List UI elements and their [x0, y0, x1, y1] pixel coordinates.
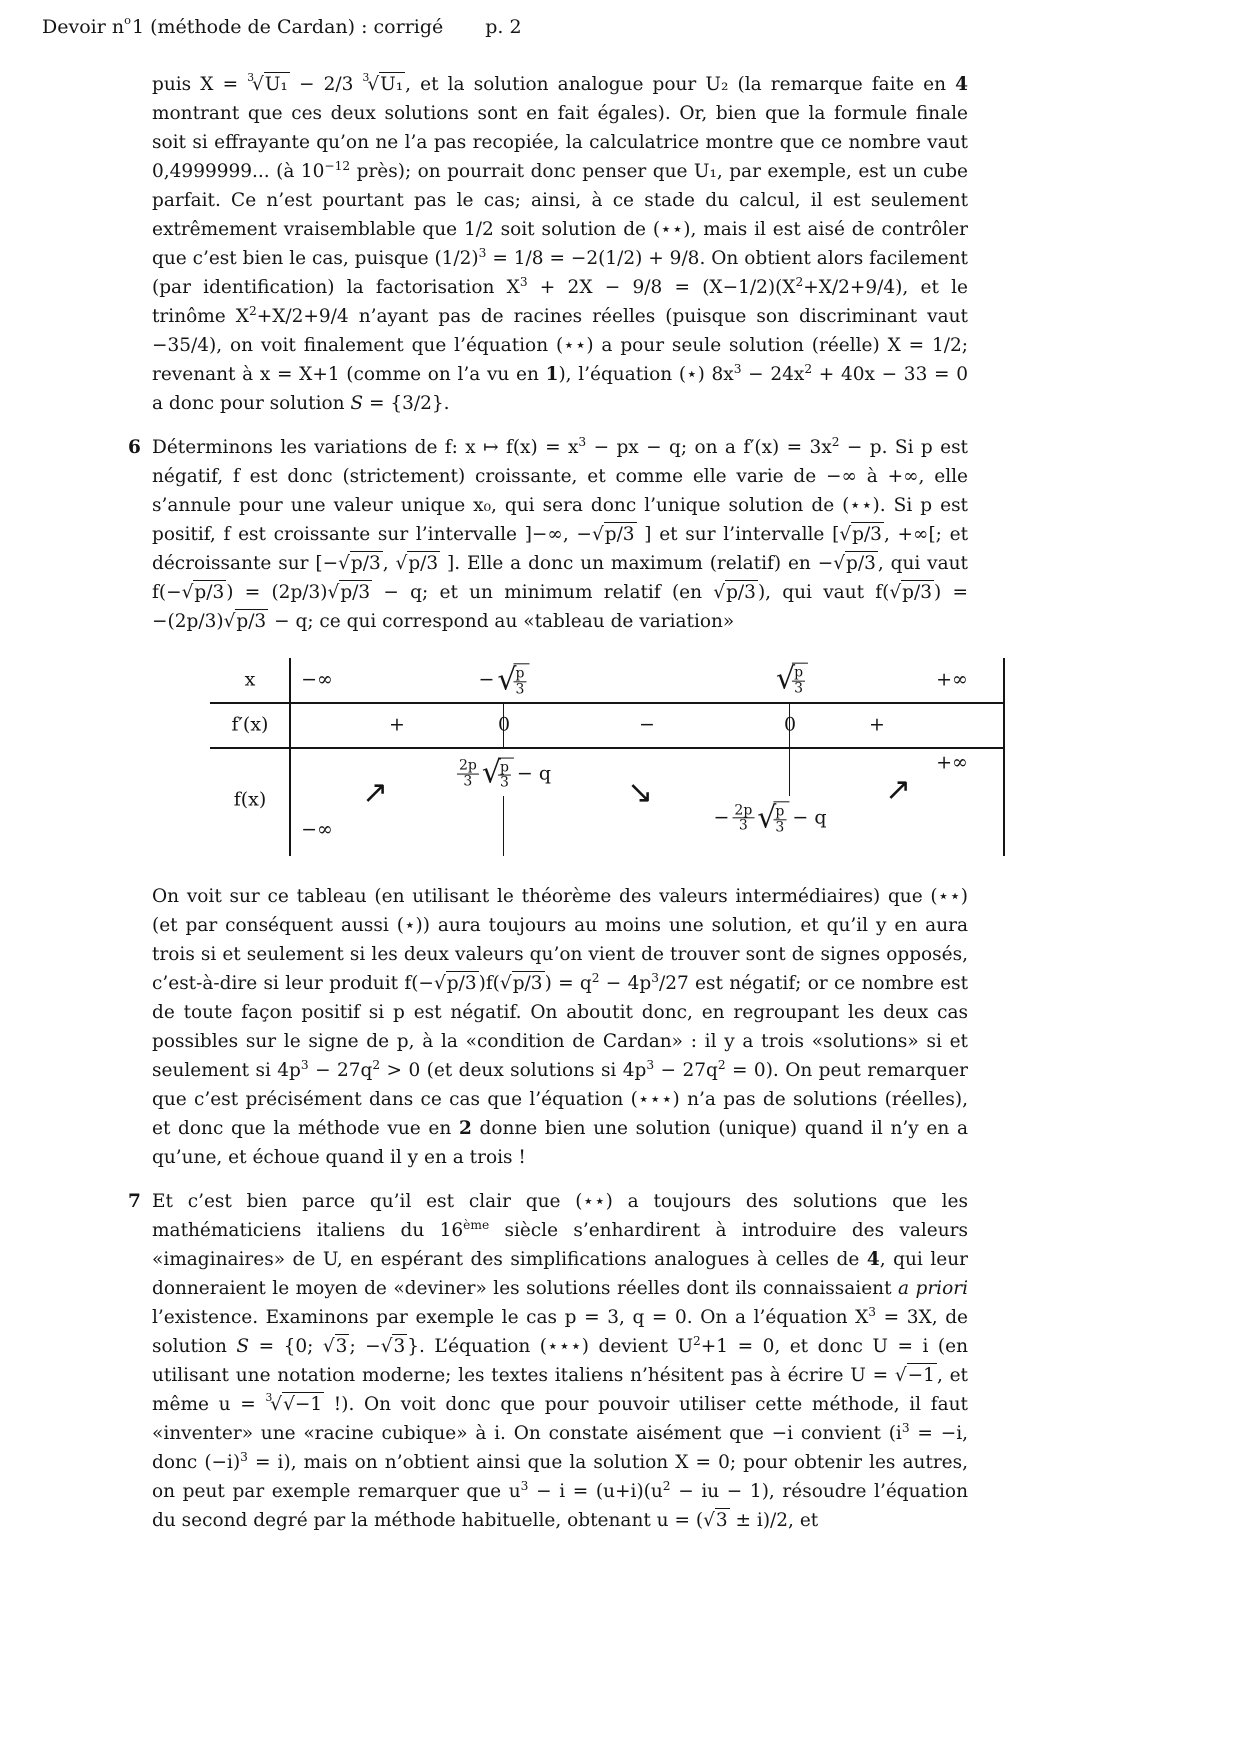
text-segment: = 3X, de solution: [152, 1307, 968, 1357]
title-text: Devoir n: [42, 16, 125, 38]
text-segment: p/3: [852, 524, 882, 545]
text-segment: √: [713, 582, 726, 603]
table-row-label-x: x: [244, 668, 256, 691]
text-segment: 2: [372, 1057, 381, 1072]
f-row-minimum-value: [713, 801, 826, 834]
radical-sign: √: [757, 800, 777, 835]
text-segment: [265, 1390, 324, 1415]
text-segment: 3: [520, 1478, 529, 1493]
text-segment: Et c’est bien parce qu’il est clair que (⋆⋆) a toujours des solutions que les mathématiciens italiens du 16: [152, 1191, 968, 1241]
text-segment: [224, 609, 269, 632]
text-segment: 3: [335, 1336, 348, 1357]
text-segment: 3: [715, 1510, 728, 1531]
text-segment: √: [338, 553, 350, 574]
table-row-label-f: f(x): [233, 788, 267, 811]
text-segment: 3: [519, 274, 528, 289]
minus-sign: −: [478, 668, 495, 691]
text-segment: + 40x − 33 = 0 a donc pour solution: [152, 364, 968, 414]
paragraph-after-table: [152, 882, 968, 1172]
text-segment: √−1: [283, 1394, 323, 1415]
text-segment: 3: [578, 434, 587, 449]
table-row-label-fprime: f′(x): [231, 713, 269, 736]
text-segment: [703, 1508, 730, 1531]
text-segment: 2: [248, 303, 257, 318]
text-segment: − i = (u+i)(u: [528, 1481, 663, 1502]
text-segment: ] et sur l’intervalle [: [636, 524, 840, 545]
text-segment: 3: [362, 70, 370, 84]
text-segment: S: [350, 393, 364, 414]
text-segment: √: [380, 1336, 393, 1357]
f-row-minus-infinity: −∞: [301, 818, 333, 841]
text-segment: ; −: [349, 1336, 381, 1357]
text-segment: [381, 1334, 408, 1357]
text-segment: − 27q: [308, 1060, 373, 1081]
text-segment: ), qui vaut f(: [757, 582, 890, 603]
x-row-zero2-label: [776, 663, 808, 698]
text-segment: − 2/3: [289, 74, 363, 95]
text-segment: ]. Elle a donc un maximum (relatif) en −: [440, 553, 834, 574]
item-number: 6: [128, 437, 141, 458]
text-segment: ) = (2p/3): [226, 582, 328, 603]
f-row-plus-infinity: +∞: [936, 751, 968, 774]
text-segment: 3: [240, 1449, 248, 1464]
text-segment: √: [433, 973, 446, 994]
text-segment: p/3: [846, 553, 876, 574]
text-segment: p/3: [350, 553, 381, 574]
text-segment: √: [499, 973, 512, 994]
table-rule-max-drop-line: [503, 796, 504, 856]
text-segment: siècle s’enhardirent à introduire des valeurs «imaginaires» de U, en espérant des simplifications analogues à celles de: [152, 1220, 968, 1270]
text-segment: a priori: [898, 1278, 968, 1299]
text-segment: √: [367, 74, 380, 95]
increasing-arrow-icon: ↗: [885, 771, 911, 808]
text-segment: S: [236, 1336, 250, 1357]
text-segment: − q; et un minimum relatif (en: [372, 582, 714, 603]
table-rule-min-rise-line: [789, 749, 790, 796]
text-segment: 4: [866, 1249, 880, 1270]
text-segment: 3: [478, 245, 487, 260]
text-segment: [247, 70, 290, 95]
fraction-numerator: 2p: [458, 757, 477, 774]
text-segment: − p. Si p est négatif, f est donc (strictement) croissante, et comme elle varie de −∞ à +∞, elle s’annule pour une valeur unique x₀, qui sera donc l’unique solution de (⋆⋆). Si p est positif, f est croissante sur l’intervalle ]−∞, −: [152, 437, 968, 545]
text-segment: )f(: [478, 973, 500, 994]
text-segment: − 27q: [654, 1060, 718, 1081]
text-segment: √: [181, 582, 194, 603]
fraction-denominator: 3: [775, 819, 785, 835]
fraction-numerator: 2p: [734, 801, 753, 818]
page-header: [42, 12, 522, 38]
text-segment: √: [395, 553, 408, 574]
text-segment: [434, 971, 479, 994]
text-segment: [328, 580, 373, 603]
text-segment: , et la solution analogue pour U₂ (la remarque faite en: [405, 74, 956, 95]
text-segment: 2: [831, 434, 840, 449]
text-segment: montrant que ces deux solutions sont en fait égales). Or, bien que la formule finale soit si effrayante qu’on ne l’a pas recopiée, la calculatrice montre que ce nombre vaut 0,4999999... (à 10: [152, 103, 968, 182]
text-segment: − 4p: [599, 973, 652, 994]
text-segment: + 2X − 9/8 = (X−1/2)(X: [527, 277, 796, 298]
table-rule-horizontal-bottom: [210, 747, 1005, 749]
fraction-numerator: p: [775, 803, 785, 820]
text-segment: , qui vaut f(−: [152, 553, 968, 603]
text-segment: ) = q: [544, 973, 592, 994]
fprime-sign-plus-2: +: [869, 713, 885, 736]
fraction-denominator: 3: [499, 774, 509, 791]
fprime-sign-plus-1: +: [389, 713, 405, 736]
text-segment: 3: [265, 1390, 273, 1404]
text-segment: !). On voit donc que pour pouvoir utiliser cette méthode, il faut «inventer» une «racine cubique» à i. On constate aisément que −i convient (i: [152, 1394, 968, 1444]
table-rule-right-border: [1003, 658, 1005, 856]
text-segment: U₁: [264, 74, 288, 95]
sqrt-p-over-3: [482, 757, 514, 790]
fraction-denominator: 3: [463, 773, 473, 790]
text-segment: 4: [955, 74, 968, 95]
text-segment: [396, 551, 441, 574]
text-segment: 3: [393, 1336, 406, 1357]
text-segment: [833, 551, 878, 574]
text-segment: près); on pourrait donc penser que U₁, par exemple, est un cube parfait. Ce n’est pourtant pas le cas; ainsi, à ce stade du calcul, il est seulement extrêmement vraisemblable que 1/2 soit solution de (⋆⋆), mais il est aisé de contrôler que c’est bien le cas, puisque (1/2): [152, 161, 969, 269]
text-segment: p/3: [194, 582, 225, 603]
text-segment: [839, 522, 884, 545]
text-segment: ) = −(2p/3): [152, 582, 968, 632]
text-segment: [338, 551, 383, 574]
page-number: p. 2: [485, 16, 522, 38]
f-row-maximum-value: [457, 750, 551, 791]
text-segment: = −i, donc (−i): [152, 1423, 968, 1473]
text-segment: +X/2+9/4 n’ayant pas de racines réelles (puisque son discriminant vaut −35/4), on voit finalement que l’équation (⋆⋆) a pour seule solution (réelle) X = 1/2; revenant à x = X+1 (comme on l’a vu en: [152, 306, 968, 385]
title-superscript: o: [124, 12, 131, 27]
table-rule-horizontal-top: [210, 702, 1005, 704]
fraction-denominator: 3: [794, 680, 804, 697]
text-segment: √: [223, 611, 236, 632]
text-segment: = i), mais on n’obtient ainsi que la solution X = 0; pour obtenir les autres, on peut par exemple remarquer que u: [152, 1452, 968, 1502]
text-segment: − 24x: [741, 364, 805, 385]
text-segment: 2: [693, 1333, 701, 1348]
variation-table: [210, 658, 1005, 856]
text-segment: − q; ce qui correspond au «tableau de variation»: [268, 611, 735, 632]
text-segment: √: [270, 1394, 283, 1415]
text-segment: − px − q; on a f′(x) = 3x: [586, 437, 832, 458]
paragraph-cardan-continuation: [152, 70, 968, 418]
fraction-denominator: 3: [515, 681, 525, 697]
text-segment: 3: [901, 1420, 910, 1435]
minus-q-suffix: − q: [792, 806, 827, 829]
text-segment: [362, 70, 405, 95]
sqrt-p-over-3: [757, 801, 789, 834]
fraction-numerator: p: [794, 664, 804, 681]
text-segment: 3: [247, 70, 255, 84]
text-segment: 3: [646, 1057, 655, 1072]
text-segment: = {3/2}.: [363, 393, 450, 414]
text-segment: 3: [300, 1057, 309, 1072]
radical-sign: √: [497, 662, 517, 697]
radical-sign: √: [481, 755, 501, 791]
text-segment: 2: [804, 361, 813, 376]
text-segment: √: [591, 524, 604, 545]
text-segment: √: [839, 524, 852, 545]
x-row-plus-infinity: +∞: [936, 668, 968, 691]
item-number: 7: [128, 1191, 141, 1212]
text-segment: On voit sur ce tableau (en utilisant le théorème des valeurs intermédiaires) que (⋆⋆) (et par conséquent aussi (⋆)) aura toujours au moins une solution, et qu’il y en aura trois si et seulement si les deux valeurs qu’on vient de trouver sont de signes opposés, c’est-à-dire si leur produit f(−: [152, 886, 968, 994]
text-segment: √: [322, 1336, 335, 1357]
text-segment: [713, 580, 758, 603]
text-segment: [182, 580, 227, 603]
text-segment: √: [894, 1365, 907, 1386]
text-segment: donne bien une solution (unique) quand il n’y en a qu’une, et échoue quand il y en a trois !: [152, 1118, 968, 1168]
text-segment: p/3: [446, 973, 477, 994]
text-segment: √: [252, 74, 264, 95]
text-segment: > 0 (et deux solutions si 4p: [380, 1060, 647, 1081]
text-segment: [592, 522, 637, 545]
decreasing-arrow-icon: ↘: [627, 774, 653, 811]
text-segment: /27 est négatif; or ce nombre est de toute façon positif si p est négatif. On aboutit donc, en regroupant les deux cas possibles sur le signe de p, à la «condition de Cardan» : il y a trois «solutions» si et seulement si 4p: [152, 973, 969, 1081]
x-row-minus-infinity: −∞: [301, 668, 333, 691]
text-segment: }. L’équation (⋆⋆⋆) devient U: [407, 1336, 694, 1357]
text-segment: p/3: [512, 973, 543, 994]
text-segment: 2: [717, 1057, 726, 1072]
text-segment: √: [327, 582, 340, 603]
text-segment: , +∞[; et décroissante sur [−: [152, 524, 969, 574]
text-segment: √: [889, 582, 902, 603]
text-segment: [889, 580, 934, 603]
fprime-zero-1: 0: [497, 713, 511, 736]
text-segment: p/3: [408, 553, 439, 574]
sqrt-p-over-3: [776, 663, 808, 696]
text-segment: 3: [868, 1304, 877, 1319]
text-segment: p/3: [340, 582, 371, 603]
fraction-numerator: p: [499, 759, 509, 776]
text-segment: [323, 1334, 350, 1357]
text-segment: −1: [907, 1365, 935, 1386]
text-segment: ème: [463, 1217, 490, 1232]
numbered-item-7: [128, 1187, 968, 1535]
text-segment: − iu − 1), résoudre l’équation du second degré par la méthode habituelle, obtenant u = (: [152, 1481, 968, 1531]
text-segment: , et même u =: [152, 1365, 968, 1415]
text-segment: 2: [591, 970, 600, 985]
text-segment: = 1/8 = −2(1/2) + 9/8. On obtient alors facilement (par identification) la factorisation X: [152, 248, 968, 298]
text-segment: p/3: [902, 582, 933, 603]
numbered-item-6: [128, 433, 969, 636]
minus-sign: −: [713, 806, 730, 829]
text-segment: 2: [662, 1478, 671, 1493]
text-segment: [895, 1363, 937, 1386]
text-segment: p/3: [726, 582, 756, 603]
text-segment: = {0;: [249, 1336, 323, 1357]
fprime-zero-2: 0: [783, 713, 797, 736]
minus-q-suffix: − q: [516, 762, 552, 785]
text-segment: , qui leur donneraient le moyen de «deviner» les solutions réelles dont ils connaissaient: [152, 1249, 968, 1299]
text-segment: p/3: [604, 524, 635, 545]
text-segment: [500, 971, 545, 994]
text-segment: +1 = 0, et donc U = i (en utilisant une notation moderne; les textes italiens n’hésitent pas à écrire U =: [152, 1336, 968, 1386]
increasing-arrow-icon: ↗: [362, 774, 388, 811]
text-segment: l’existence. Examinons par exemple le cas p = 3, q = 0. On a l’équation X: [152, 1307, 869, 1328]
text-segment: −12: [324, 158, 351, 173]
sqrt-p-over-3: [497, 663, 529, 696]
text-segment: 1: [545, 364, 559, 385]
title-text-rest: 1 (méthode de Cardan) : corrigé: [131, 16, 444, 38]
text-segment: +X/2+9/4), et le trinôme X: [152, 277, 968, 327]
text-segment: = 0). On peut remarquer que c’est précisément dans ce cas que l’équation (⋆⋆⋆) n’a pas de solutions (réelles), et donc que la méthode vue en: [152, 1060, 968, 1139]
text-segment: 3: [733, 361, 742, 376]
fraction-denominator: 3: [738, 817, 748, 834]
text-segment: ± i)/2, et: [729, 1510, 819, 1531]
text-segment: ), l’équation (⋆) 8x: [558, 364, 734, 385]
text-segment: U₁: [380, 74, 404, 95]
fraction-numerator: p: [515, 665, 525, 682]
text-segment: √: [703, 1510, 715, 1531]
text-segment: √: [833, 553, 845, 574]
fprime-sign-minus: −: [639, 713, 655, 736]
text-segment: 2: [458, 1118, 472, 1139]
text-segment: 3: [651, 970, 659, 985]
document-body: [128, 70, 969, 1550]
text-segment: ,: [382, 553, 396, 574]
text-segment: 2: [795, 274, 804, 289]
text-segment: p/3: [236, 611, 267, 632]
x-row-zero1-label: [478, 663, 529, 696]
text-segment: puis X =: [152, 74, 248, 95]
radical-sign: √: [775, 661, 796, 697]
table-rule-header-separator: [289, 658, 291, 856]
document-title: [42, 12, 444, 38]
text-segment: Déterminons les variations de f: x ↦ f(x) = x: [152, 437, 579, 458]
